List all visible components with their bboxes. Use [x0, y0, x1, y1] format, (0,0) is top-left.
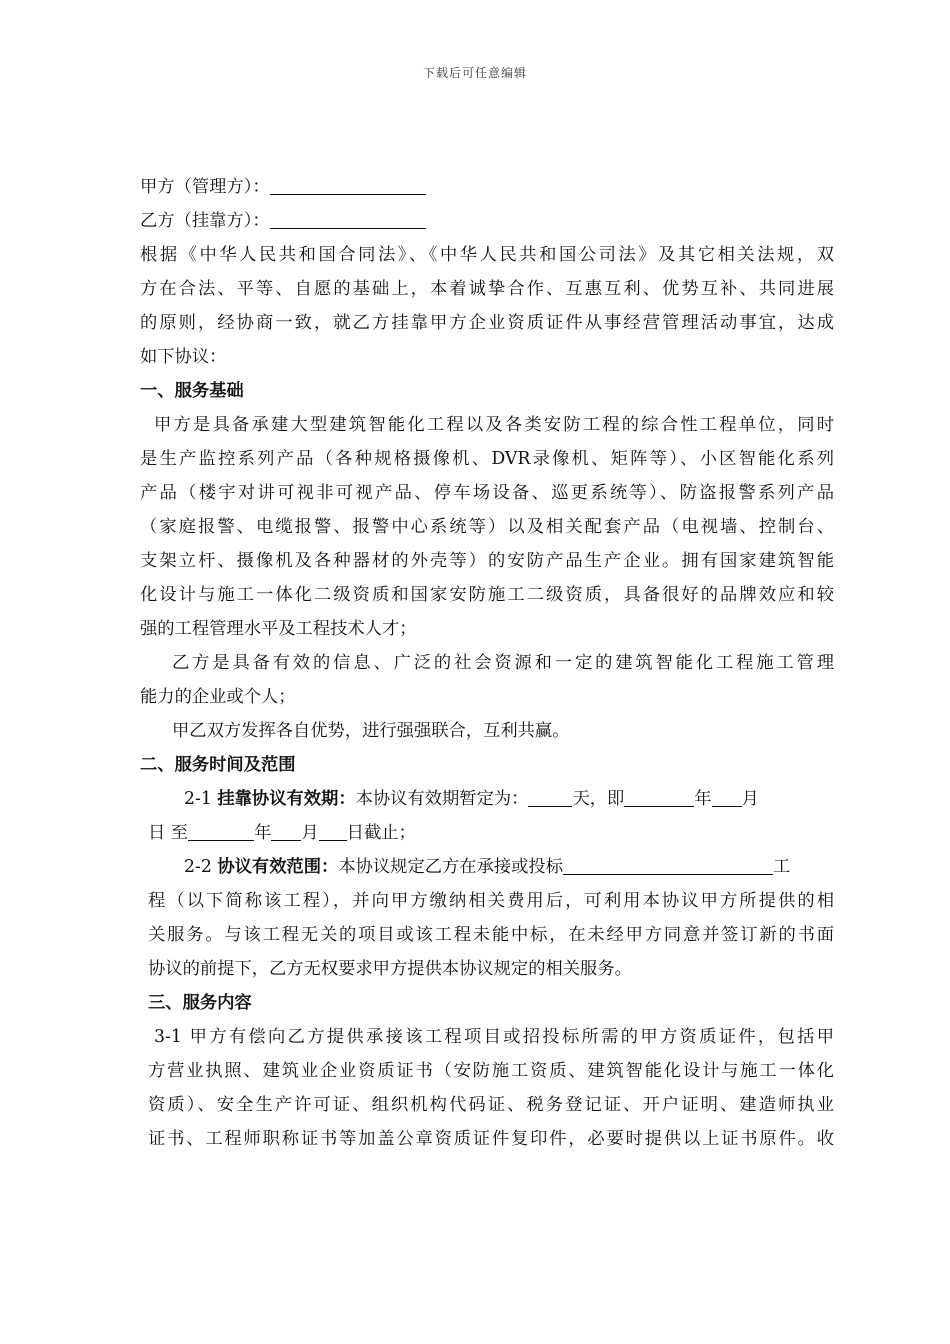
clause-2-2-text: 本协议规定乙方在承接或投标 [338, 857, 563, 877]
clause-2-2-line: 协议的前提下，乙方无权要求甲方提供本协议规定的相关服务。 [148, 959, 632, 979]
intro-line: 根据《中华人民共和国合同法》、《中华人民共和国公司法》及其它相关法规，双 [140, 245, 834, 265]
end-day-blank[interactable] [319, 822, 347, 841]
party-b-line [140, 204, 834, 238]
clause-2-2-line [140, 850, 834, 884]
clause-3-1-line: 证书、工程师职称证书等加盖公章资质证件复印件，必要时提供以上证书原件。收 [148, 1129, 834, 1149]
clause-2-1-line [140, 816, 834, 850]
agreement-body [140, 170, 834, 1156]
clause-2-2-text: 工 [773, 857, 791, 877]
start-year-blank[interactable] [624, 788, 694, 807]
clause-2-1-text: 天，即 [572, 789, 625, 809]
section-1-line: 化设计与施工一体化二级资质和国家安防施工二级资质，具备很好的品牌效应和较 [140, 585, 834, 605]
clause-2-1-text: 年 [254, 823, 272, 843]
page-header-note: 下载后可任意编辑 [422, 66, 527, 80]
section-1-line: （家庭报警、电缆报警、报警中心系统等）以及相关配套产品（电视墙、控制台、 [140, 517, 834, 537]
section-1-line: 乙方是具备有效的信息、广泛的社会资源和一定的建筑智能化工程施工管理 [172, 653, 834, 673]
days-blank[interactable] [528, 788, 572, 807]
end-year-blank[interactable] [188, 822, 254, 841]
intro-line: 如下协议： [140, 347, 227, 367]
party-b-blank[interactable] [270, 210, 426, 229]
section-1-line: 甲乙双方发挥各自优势，进行强强联合，互利共赢。 [172, 721, 570, 741]
clause-2-1-text: 月 [301, 823, 319, 843]
intro-line: 方在合法、平等、自愿的基础上，本着诚挚合作、互惠互利、优势互补、共同进展 [140, 279, 834, 299]
clause-2-1-number: 2-1 [184, 789, 212, 809]
party-b-label: 乙方（挂靠方）： [140, 211, 270, 231]
clause-2-1-text: 日截止； [346, 823, 416, 843]
section-1-line: 支架立杆、摄像机及各种器材的外壳等）的安防产品生产企业。拥有国家建筑智能 [140, 551, 834, 571]
section-3-title: 三、服务内容 [148, 993, 252, 1013]
party-a-blank[interactable] [270, 176, 426, 195]
intro-line: 的原则，经协商一致，就乙方挂靠甲方企业资质证件从事经营管理活动事宜，达成 [140, 313, 834, 333]
clause-3-1-line: 3-1 甲方有偿向乙方提供承接该工程项目或招投标所需的甲方资质证件，包括甲 [154, 1027, 834, 1047]
section-1-line: 能力的企业或个人； [140, 687, 296, 707]
clause-2-2-label: 协议有效范围： [217, 857, 339, 877]
clause-2-1-line [140, 782, 834, 816]
section-2-title: 二、服务时间及范围 [140, 755, 296, 775]
end-month-blank[interactable] [271, 822, 301, 841]
party-a-line [140, 170, 834, 204]
clause-2-1-label: 挂靠协议有效期： [217, 789, 356, 809]
clause-2-2-number: 2-2 [184, 857, 212, 877]
start-month-blank[interactable] [712, 788, 742, 807]
clause-3-1-line: 资质）、安全生产许可证、组织机构代码证、税务登记证、开户证明、建造师执业 [148, 1095, 834, 1115]
section-1-line: 产品（楼宇对讲可视非可视产品、停车场设备、巡更系统等）、防盗报警系列产品 [140, 483, 834, 503]
section-1-line: 甲方是具备承建大型建筑智能化工程以及各类安防工程的综合性工程单位，同时 [154, 415, 834, 435]
section-1-title: 一、服务基础 [140, 381, 244, 401]
clause-2-2-line: 关服务。与该工程无关的项目或该工程未能中标，在未经甲方同意并签订新的书面 [148, 925, 834, 945]
clause-2-1-text: 年 [694, 789, 712, 809]
clause-2-1-text: 月 [741, 789, 759, 809]
project-name-blank[interactable] [563, 856, 773, 875]
clause-2-1-text: 本协议有效期暂定为： [355, 789, 529, 809]
clause-2-1-text: 日 至 [148, 823, 189, 843]
clause-3-1-line: 方营业执照、建筑业企业资质证书（安防施工资质、建筑智能化设计与施工一体化 [148, 1061, 834, 1081]
clause-2-2-line: 程（以下简称该工程），并向甲方缴纳相关费用后，可利用本协议甲方所提供的相 [148, 891, 834, 911]
party-a-label: 甲方（管理方）： [140, 177, 270, 197]
section-1-line: 是生产监控系列产品（各种规格摄像机、DVR录像机、矩阵等）、小区智能化系列 [140, 449, 834, 469]
section-1-line: 强的工程管理水平及工程技术人才； [140, 619, 417, 639]
